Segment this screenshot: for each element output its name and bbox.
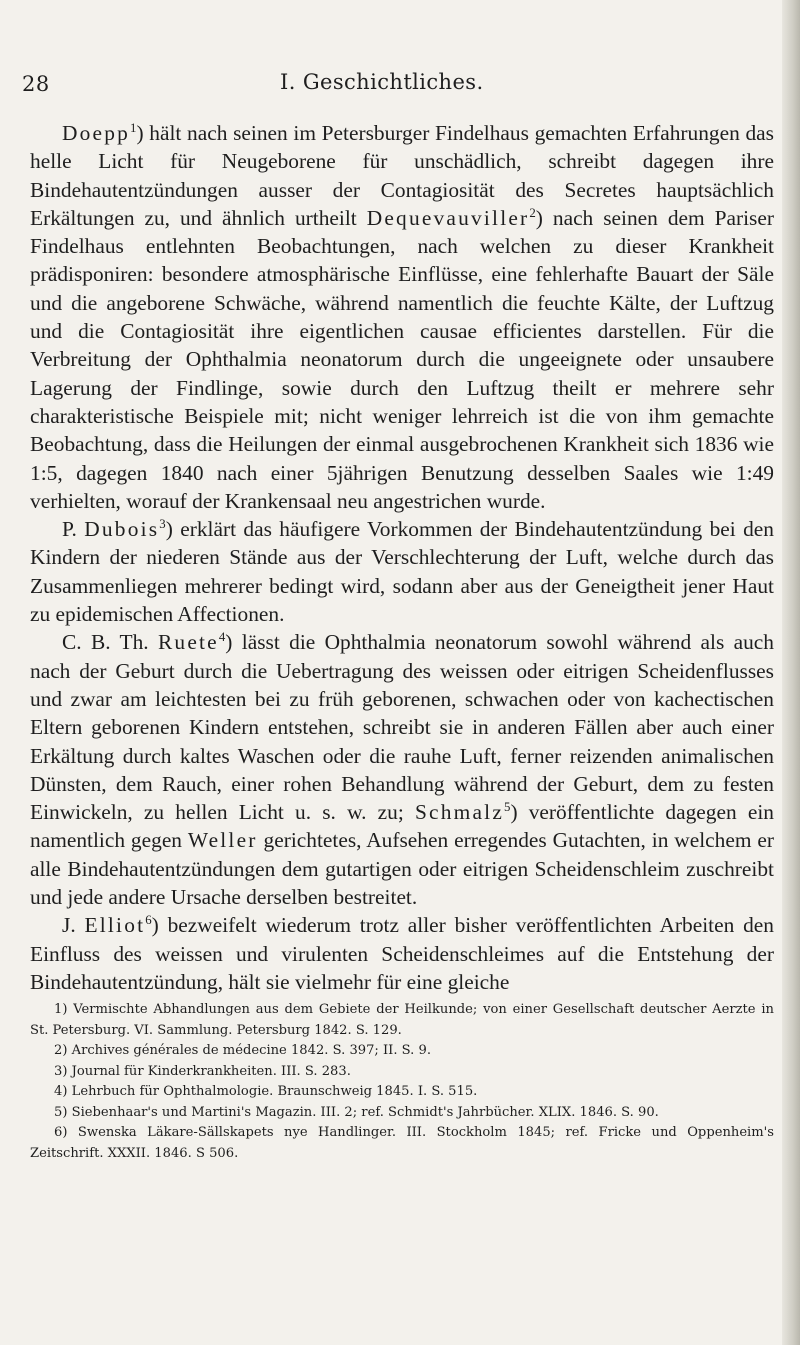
page-edge-shadow (782, 0, 800, 1345)
footnote: 4) Lehrbuch für Ophthalmologie. Braunschweig 1845. I. S. 515. (54, 1084, 478, 1099)
author-name: Schmalz (414, 800, 505, 825)
footnote: 3) Journal für Kinderkrankheiten. III. S. 283. (54, 1063, 351, 1079)
footnote: 2) Archives générales de médecine 1842. S. 397; II. S. 9. (54, 1043, 431, 1058)
author-name: Dubois (84, 517, 160, 542)
paragraph-text: veröffentlichte dagegen ein namentlich gegen (30, 800, 774, 853)
author-name: Ruete (157, 630, 219, 655)
footnotes (30, 1000, 774, 1164)
author-initials: C. B. Th. (62, 630, 149, 655)
footnote: 5) Siebenhaar's und Martini's Magazin. III. 2; ref. Schmidt's Jahrbücher. XLIX. 1846. S. 90. (54, 1104, 659, 1120)
footnote-ref: 2 (529, 205, 536, 220)
paragraph-text: lässt die Ophthalmia neonatorum sowohl während als auch nach der Geburt durch die Uebertragung des weissen oder eitrigen Scheidenflusses und zwar am leichtesten bei zu früh geborenen, schwachen oder von kachectischen Eltern geborenen Kindern entstehen, schreibt sie in anderen Fällen aber auch einer Erkältung durch kaltes Waschen oder die rauhe Luft, ferner reizenden animalischen Dünsten, dem Rauch, einer rohen Behandlung während der Geburt, dem zu festen Einwickeln, zu hellen Licht u. s. w. zu; (30, 630, 774, 825)
paragraph-dubois: P. Dubois$^3$) erklärt das häufigere Vorkommen der Bindehautentzündung bei den Kindern der niederen Stände aus der Verschlechterung der Luft, welche durch das Zusammenliegen mehrerer bedingt wird, sodann aber aus der Geneigtheit jener Haut zu epidemischen Affectionen. (30, 517, 774, 627)
paragraph-doepp: Doepp$^1$) hält nach seinen im Petersburger Findelhaus gemachten Erfahrungen das helle Licht für Neugeborene für unschädlich, schreibt dagegen ihre Bindehautentzündungen ausser der Contagiosität des Secretes hauptsächlich Erkältungen zu, und ähnlich urtheilt Dequevauviller$^2$) nach seinen dem Pariser Findelhaus entlehnten Beobachtungen, nach welchen zu dieser Krankheit prädisponiren: besondere atmosphärische Einflüsse, eine fehlerhafte Bauart der Säle und die angeborene Schwäche, während namentlich die feuchte Kälte, der Luftzug und die Contagiosität ihre eigentlichen causae efficientes darstellen. Für die Verbreitung der Ophthalmia neonatorum durch die ungeeignete oder unsaubere Lagerung der Findlinge, sowie durch den Luftzug theilt er mehrere sehr charakteristische Beispiele mit; nicht weniger lehrreich ist die von ihm gemachte Beobachtung, dass die Heilungen der einmal ausgebrochenen Krankheit sich 1836 wie 1:5, dagegen 1840 nach einer 5jährigen Benutzung desselben Saales wie 1:49 verhielten, worauf der Krankensaal neu angestrichen wurde. (30, 120, 774, 513)
footnote-ref: 4 (218, 630, 226, 645)
author-initials: P. (62, 517, 77, 542)
author-initials: J. (62, 913, 76, 938)
author-name: Elliot (84, 913, 146, 938)
page-number: 28 (22, 72, 50, 96)
paragraph-ruete: C. B. Th. Ruete$^4$) lässt die Ophthalmia neonatorum sowohl während als auch nach der Geburt durch die Uebertragung des weissen oder eitrigen Scheidenflusses und zwar am leichtesten bei zu früh geborenen, schwachen oder von kachectischen Eltern geborenen Kindern entstehen, schreibt sie in anderen Fällen aber auch einer Erkältung durch kaltes Waschen oder die rauhe Luft, ferner reizenden animalischen Dünsten, dem Rauch, einer rohen Behandlung während der Geburt, dem zu festen Einwickeln, zu hellen Licht u. s. w. zu; Schmalz$^5$) veröffentlichte dagegen ein namentlich gegen Weller gerichtetes, Aufsehen erregendes Gutachten, in welchem er alle Bindehautentzündungen dem gutartigen oder eitrigen Scheidenschleim zuschreibt und jede andere Ursache derselben bestreitet. (30, 630, 774, 910)
footnote: 1) Vermischte Abhandlungen aus dem Gebiete der Heilkunde; von einer Gesellschaft deutscher Aerzte in St. Petersburg. VI. Sammlung. Petersburg 1842. S. 129. (30, 1002, 774, 1038)
paragraph-text: gerichtetes, Aufsehen erregendes Gutachten, in welchem er alle Bindehautentzündungen dem gutartigen oder eitrigen Scheidenschleim zuschreibt und jede andere Ursache derselben bestreitet. (30, 828, 774, 910)
footnote-ref: 1 (130, 120, 137, 135)
paragraph-elliot: J. Elliot$^6$) bezweifelt wiederum trotz aller bisher veröffentlichten Arbeiten den Einfluss des weissen und virulenten Scheidenschleimes auf die Entstehung der Bindehautentzündung, hält sie vielmehr für eine gleiche (30, 913, 774, 994)
footnote-ref: 5 (504, 800, 511, 814)
author-name: Weller (187, 828, 258, 853)
running-head: I. Geschichtliches. (280, 70, 484, 94)
paragraph-text: erklärt das häufigere Vorkommen der Bindehautentzündung bei den Kindern der niederen Stände aus der Verschlechterung der Luft, welche durch das Zusammenliegen mehrerer bedingt wird, sodann aber aus der Geneigtheit jener Haut zu epidemischen Affectionen. (30, 517, 774, 627)
footnote-ref: 3 (159, 517, 166, 532)
footnote: 6) Swenska Läkare-Sällskapets nye Handlinger. III. Stockholm 1845; ref. Fricke und Oppenheim's Zeitschrift. XXXII. 1846. S 506. (30, 1125, 774, 1161)
body-text (30, 119, 774, 996)
author-name: Doepp (62, 121, 131, 145)
footnote-ref: 6 (145, 913, 152, 928)
paragraph-text: nach seinen dem Pariser Findelhaus entlehnten Beobachtungen, nach welchen zu dieser Krankheit prädisponiren: besondere atmosphärische Einflüsse, eine fehlerhafte Bauart der Säle und die angeborene Schwäche, während namentlich die feuchte Kälte, der Luftzug und die Contagiosität ihre eigentlichen causae efficientes darstellen. Für die Verbreitung der Ophthalmia neonatorum durch die ungeeignete oder unsaubere Lagerung der Findlinge, sowie durch den Luftzug theilt er mehrere sehr charakteristische Beispiele mit; nicht weniger lehrreich ist die von ihm gemachte Beobachtung, dass die Heilungen der einmal ausgebrochenen Krankheit sich 1836 wie 1:5, dagegen 1840 nach einer 5jährigen Benutzung desselben Saales wie 1:49 verhielten, worauf der Krankensaal neu angestrichen wurde. (30, 205, 774, 513)
paragraph-text: hält nach seinen im Petersburger Findelhaus gemachten Erfahrungen das helle Licht für Neugeborene für unschädlich, schreibt dagegen ihre Bindehautentzündungen ausser der Contagiosität des Secretes hauptsächlich Erkältungen zu, und ähnlich urtheilt (30, 121, 774, 230)
author-name: Dequevauviller (366, 205, 530, 230)
paragraph-text: bezweifelt wiederum trotz aller bisher veröffentlichten Arbeiten den Einfluss des weissen und virulenten Scheidenschleimes auf die Entstehung der Bindehautentzündung, hält sie vielmehr für eine gleiche (30, 913, 774, 994)
